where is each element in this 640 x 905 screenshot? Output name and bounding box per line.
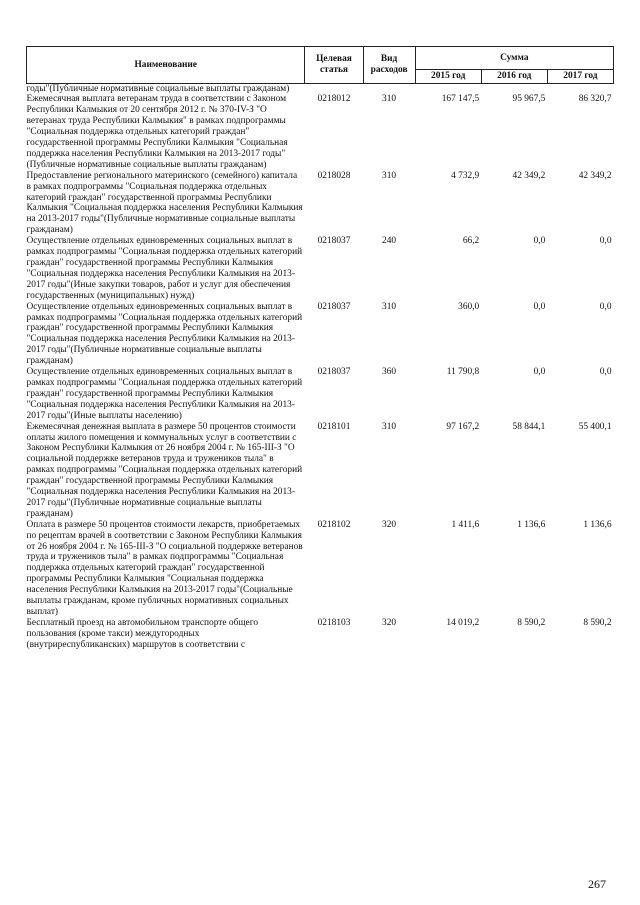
row-article: 0218028 bbox=[317, 170, 351, 181]
row-name: Осуществление отдельных единовременных социальных выплат в рамках подпрограммы "Социальная поддержка отдельных категорий граждан" государственной программы Республики Калмыкия "Социальная поддержка населения Республики Калмыкия на 2013-2017 годы"(Публичные нормативные социальные выплаты гражданам) bbox=[26, 301, 303, 367]
row-name: Ежемесячная денежная выплата в размере 50 процентов стоимости оплаты жилого помещения и коммунальных услуг в соответствии с Законом Республики Калмыкия от 26 ноября 2004 г. № 165-III-З "О социальной поддержке ветеранов труда и тружеников тыла" в рамках подпрограммы "Социальная поддержка отдельных категорий граждан" государственной программы Республики Калмыкия "Социальная поддержка населения Республики Калмыкия на 2013-2017 годы"(Публичные нормативные социальные выплаты гражданам) bbox=[26, 421, 303, 519]
row-name: Оплата в размере 50 процентов стоимости лекарств, приобретаемых по рецептам врачей в соответствии с Законом Республики Калмыкия от 26 ноября 2004 г. № 165-III-З "О социальной поддержке ветеранов труда и тружеников тыла" в рамках подпрограммы "Социальная поддержка отдельных категорий граждан" государственной программы Республики Калмыкия "Социальная поддержка населения Республики Калмыкия на 2013-2017 годы"(Социальные выплаты гражданам, кроме публичных нормативных социальных выплат) bbox=[26, 519, 303, 617]
row-name: Ежемесячная выплата ветеранам труда в соответствии с Законом Республики Калмыкия от 20 сентября 2012 г. № 370-IV-З "О ветеранах труда Республики Калмыкия" в рамках подпрограммы "Социальная поддержка отдельных категорий граждан" государственной программы Республики Калмыкия "Социальная поддержка населения Республики Калмыкия на 2013-2017 годы"(Публичные нормативные социальные выплаты гражданам) bbox=[26, 94, 288, 170]
row-2015: 4 732,9 bbox=[451, 170, 480, 181]
row-2015: 167 147,5 bbox=[441, 94, 480, 105]
row-type: 310 bbox=[382, 94, 397, 105]
row-article: 0218037 bbox=[317, 236, 351, 247]
header-year-2017: 2017 год bbox=[547, 70, 613, 84]
table-row bbox=[27, 618, 614, 651]
table-row bbox=[27, 422, 614, 520]
row-article: 0218012 bbox=[317, 94, 351, 105]
row-2015: 97 167,2 bbox=[446, 421, 480, 432]
table-row bbox=[27, 367, 614, 422]
row-2016: 0,0 bbox=[533, 367, 546, 378]
row-type: 360 bbox=[382, 367, 397, 378]
row-2016: 95 967,5 bbox=[512, 94, 546, 105]
header-article: Целевая статья bbox=[305, 47, 363, 84]
header-year-2015: 2015 год bbox=[415, 70, 481, 84]
row-type: 320 bbox=[382, 617, 397, 628]
row-2015: 11 790,8 bbox=[446, 367, 480, 378]
row-type bbox=[363, 83, 415, 94]
row-2015: 1 411,6 bbox=[451, 519, 480, 530]
table-body bbox=[27, 83, 614, 651]
header-type: Вид расходов bbox=[363, 47, 415, 84]
row-2017: 86 320,7 bbox=[578, 94, 612, 105]
table-row bbox=[27, 302, 614, 367]
row-article: 0218103 bbox=[317, 617, 351, 628]
row-2016: 1 136,6 bbox=[517, 519, 546, 530]
row-2017: 0,0 bbox=[599, 236, 612, 247]
row-2015: 14 019,2 bbox=[446, 617, 480, 628]
header-sum: Сумма bbox=[415, 47, 613, 70]
page-number: 267 bbox=[588, 877, 606, 891]
row-2017 bbox=[547, 83, 613, 94]
row-type: 240 bbox=[382, 236, 397, 247]
row-name: Бесплатный проезд на автомобильном транспорте общего пользования (кроме такси) междугородных (внутриреспубликанских) маршрутов в соответствии с bbox=[26, 617, 259, 650]
table-row bbox=[27, 520, 614, 618]
row-2016: 0,0 bbox=[533, 236, 546, 247]
header-year-2016: 2016 год bbox=[481, 70, 547, 84]
row-2016 bbox=[481, 83, 547, 94]
row-name: Осуществление отдельных единовременных социальных выплат в рамках подпрограммы "Социальная поддержка отдельных категорий граждан" государственной программы Республики Калмыкия "Социальная поддержка населения Республики Калмыкия на 2013-2017 годы"(Иные закупки товаров, работ и услуг для обеспечения государственных (муниципальных) нужд) bbox=[26, 236, 303, 301]
row-2017: 42 349,2 bbox=[578, 170, 612, 181]
row-name: Предоставление регионального материнского (семейного) капитала в рамках подпрограммы "Социальная поддержка отдельных категорий граждан" государственной программы Республики Калмыкия "Социальная поддержка населения Республики Калмыкия на 2013-2017 годы"(Публичные нормативные социальные выплаты гражданам) bbox=[26, 170, 303, 236]
header-name: Наименование bbox=[27, 47, 305, 84]
row-2017: 55 400,1 bbox=[578, 421, 612, 432]
document-page bbox=[26, 46, 614, 651]
row-2016: 8 590,2 bbox=[517, 617, 546, 628]
row-name: годы"(Публичные нормативные социальные выплаты гражданам) bbox=[26, 83, 290, 94]
row-2015 bbox=[415, 83, 481, 94]
row-type: 310 bbox=[382, 421, 397, 432]
row-type: 320 bbox=[382, 519, 397, 530]
table-row bbox=[27, 236, 614, 301]
row-2017: 1 136,6 bbox=[583, 519, 612, 530]
table-row bbox=[27, 94, 614, 170]
table-row bbox=[27, 83, 614, 94]
row-article: 0218037 bbox=[317, 301, 351, 312]
row-2015: 360,0 bbox=[458, 301, 480, 312]
row-name: Осуществление отдельных единовременных социальных выплат в рамках подпрограммы "Социальная поддержка отдельных категорий граждан" государственной программы Республики Калмыкия "Социальная поддержка населения Республики Калмыкия на 2013-2017 годы"(Иные выплаты населению) bbox=[26, 367, 303, 421]
row-2016: 42 349,2 bbox=[512, 170, 546, 181]
row-type: 310 bbox=[382, 301, 397, 312]
row-2015: 66,2 bbox=[462, 236, 480, 247]
table-header bbox=[27, 47, 614, 84]
row-article bbox=[305, 83, 363, 94]
budget-table bbox=[26, 46, 614, 651]
row-2016: 58 844,1 bbox=[512, 421, 546, 432]
row-2017: 8 590,2 bbox=[583, 617, 612, 628]
row-type: 310 bbox=[382, 170, 397, 181]
row-2017: 0,0 bbox=[599, 301, 612, 312]
row-article: 0218102 bbox=[317, 519, 351, 530]
row-article: 0218037 bbox=[317, 367, 351, 378]
row-article: 0218101 bbox=[317, 421, 351, 432]
row-2017: 0,0 bbox=[599, 367, 612, 378]
table-row bbox=[27, 171, 614, 236]
row-2016: 0,0 bbox=[533, 301, 546, 312]
